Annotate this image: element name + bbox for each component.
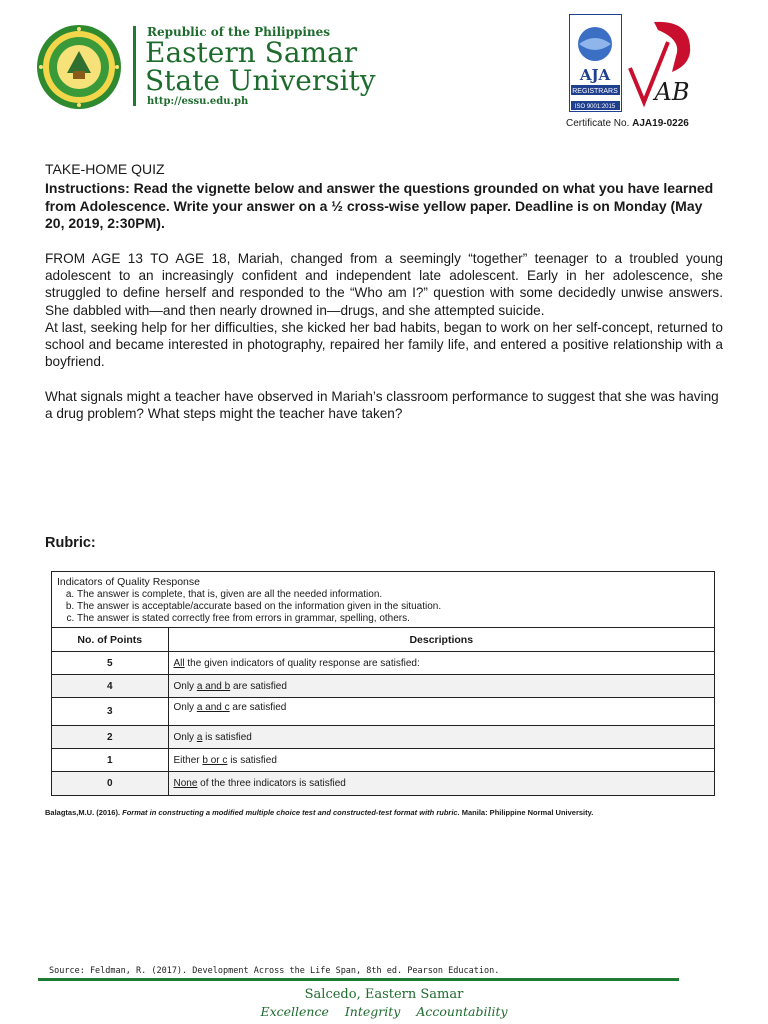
indicators-list: [57, 589, 709, 625]
svg-text:REGISTRARS: REGISTRARS: [572, 88, 618, 95]
row-description: Only a and c are satisfied: [168, 698, 714, 726]
col-points-header: No. of Points: [52, 628, 168, 652]
row-description: Only a and b are satisfied: [168, 675, 714, 698]
table-row: [52, 772, 714, 795]
row-description: Only a is satisfied: [168, 726, 714, 749]
row-description: Either b or c is satisfied: [168, 749, 714, 772]
citation-title: Format in constructing a modified multiple choice test and constructed-test format with rubric.: [122, 808, 460, 817]
vignette-paragraph-2: At last, seeking help for her difficulties, she kicked her bad habits, began to work on her self-concept, returned to school and became interested in photography, repaired her family life, and entered a positive relationship with a boyfriend.: [45, 319, 723, 370]
citation-publisher: Manila: Philippine Normal University.: [461, 808, 594, 817]
points-table-header: [52, 628, 714, 652]
university-name-line1: Eastern Samar: [145, 36, 358, 69]
indicator-item: b. The answer is acceptable/accurate based on the information given in the situation.: [77, 601, 709, 613]
row-points: 4: [52, 675, 168, 698]
table-row: [52, 749, 714, 772]
indicators-title: Indicators of Quality Response: [57, 576, 200, 588]
row-points: 0: [52, 772, 168, 795]
row-points: 2: [52, 726, 168, 749]
vignette-paragraph-1: FROM AGE 13 TO AGE 18, Mariah, changed from a seemingly “together” teenager to a troubled young adolescent to an increasingly confident and independent late adolescent. Early in her adolescence, she struggled to define herself and responded to the “Who am I?” question with some decidedly unwise answers. She dabbled with—and then nearly drowned in—drugs, and she attempted suicide.: [45, 251, 723, 318]
indicators-box: [52, 572, 714, 627]
quiz-question: What signals might a teacher have observed in Mariah’s classroom performance to suggest that she was having a drug problem? What steps might the teacher have taken?: [45, 389, 719, 422]
source-citation: Source: Feldman, R. (2017). Development Across the Life Span, 8th ed. Pearson Education.: [49, 966, 500, 976]
quiz-title: TAKE-HOME QUIZ: [45, 161, 165, 177]
university-name: [145, 36, 376, 97]
university-seal-logo: [33, 23, 125, 111]
svg-text:AJA: AJA: [579, 66, 611, 84]
republic-label: Republic of the Philippines: [147, 25, 331, 39]
footer-divider: [38, 978, 679, 981]
header-divider-bar: [133, 26, 136, 106]
cert-label: Certificate No.: [566, 118, 630, 129]
jab-accreditation-logo: [624, 16, 694, 112]
svg-text:AB: AB: [654, 78, 690, 106]
svg-text:ISO 9001:2015: ISO 9001:2015: [574, 104, 616, 110]
motto-word: Excellence: [260, 1004, 329, 1019]
vignette: [45, 250, 723, 370]
indicator-item: c. The answer is stated correctly free from errors in grammar, spelling, others.: [77, 613, 709, 625]
row-points: 1: [52, 749, 168, 772]
instructions-text: Read the vignette below and answer the questions grounded on what you have learned from Adolescence. Write your answer on a ½ cross-wise yellow paper. Deadline is on Monday (May 20, 2019, 2:30PM).: [45, 180, 714, 231]
indicator-item: a. The answer is complete, that is, given are all the needed information.: [77, 589, 709, 601]
table-row: [52, 726, 714, 749]
university-name-line2: State University: [145, 64, 376, 97]
cert-value: AJA19-0226: [632, 118, 689, 129]
row-points: 5: [52, 652, 168, 675]
table-row: [52, 675, 714, 698]
rubric-citation: [45, 808, 593, 817]
points-table: [52, 627, 714, 795]
certificate-number: [566, 118, 689, 129]
row-points: 3: [52, 698, 168, 726]
rubric-table: [51, 571, 715, 796]
table-row: [52, 652, 714, 675]
row-description: All the given indicators of quality response are satisfied:: [168, 652, 714, 675]
rubric-heading: Rubric:: [45, 535, 96, 551]
table-row: [52, 698, 714, 726]
instructions-label: Instructions:: [45, 180, 130, 196]
footer-location: Salcedo, Eastern Samar: [304, 987, 464, 1002]
university-url: http://essu.edu.ph: [147, 96, 249, 107]
footer-motto: [0, 1004, 768, 1019]
instructions: [45, 180, 723, 233]
col-desc-header: Descriptions: [168, 628, 714, 652]
aja-registrars-logo: [569, 14, 622, 112]
motto-word: Integrity: [344, 1004, 401, 1019]
citation-authors: Balagtas,M.U. (2016).: [45, 808, 121, 817]
motto-word: Accountability: [416, 1004, 508, 1019]
row-description: None of the three indicators is satisfied: [168, 772, 714, 795]
